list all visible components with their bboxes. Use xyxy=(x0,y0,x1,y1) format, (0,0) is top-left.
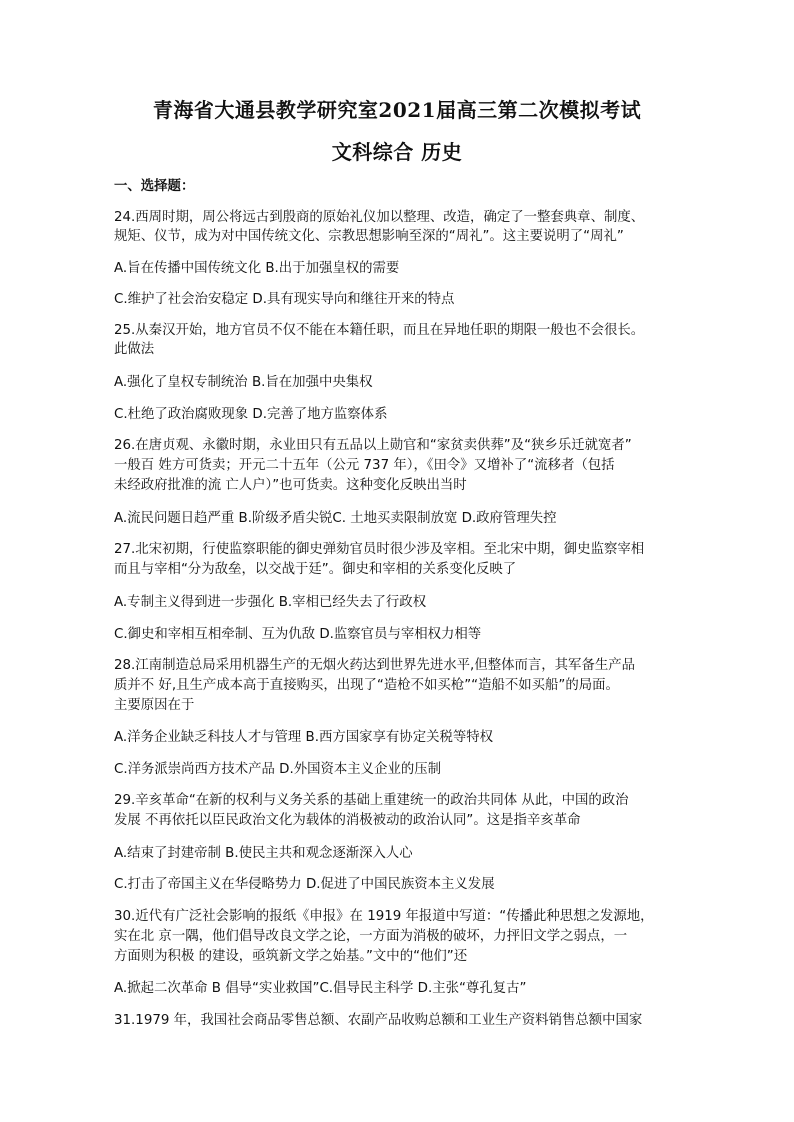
question-25-options-line-1: A.强化了皇权专制统治 B.旨在加强中央集权 xyxy=(114,375,373,390)
question-29-stem-line-1: 29.辛亥革命“在新的权利与义务关系的基础上重建统一的政治共同体 从此，中国的政治 xyxy=(114,793,629,808)
exam-title: 青海省大通县教学研究室2021届高三第二次模拟考试 xyxy=(152,98,642,122)
question-24-stem-line-1: 24.西周时期，周公将远古到殷商的原始礼仪加以整理、改造，确定了一整套典章、制度、 xyxy=(114,210,645,225)
section-heading: 一、选择题： xyxy=(114,179,195,194)
question-29-options-line-1: A.结束了封建帝制 B.使民主共和观念逐渐深入人心 xyxy=(114,846,413,861)
question-28-options-line-1: A.洋务企业缺乏科技人才与管理 B.西方国家享有协定关税等特权 xyxy=(114,730,494,745)
question-30-stem-line-1: 30.近代有广泛社会影响的报纸《申报》在 1919 年报道中写道：“传播此种思想之发源地， xyxy=(114,909,654,924)
question-27-options-line-2: C.御史和宰相互相牵制、互为仇敌 D.监察官员与宰相权力相等 xyxy=(114,627,482,642)
question-27-stem-line-1: 27.北宋初期，行使监察职能的御史弹劾官员时很少涉及宰相。至北宋中期，御史监察宰相 xyxy=(114,542,645,557)
question-27-stem-line-2: 而且与宰相“分为敌垒，以交战于廷”。御史和宰相的关系变化反映了 xyxy=(114,562,517,577)
question-25-stem-line-1: 25.从秦汉开始，地方官员不仅不能在本籍任职，而且在异地任职的期限一般也不会很长。 xyxy=(114,323,645,338)
question-28-options-line-2: C.洋务派崇尚西方技术产品 D.外国资本主义企业的压制 xyxy=(114,762,442,777)
question-26-options-line-1: A.流民问题日趋严重 B.阶级矛盾尖锐C. 土地买卖限制放宽 D.政府管理失控 xyxy=(114,511,557,526)
question-30-options-line-1: A.掀起二次革命 B 倡导“实业救国”C.倡导民主科学 D.主张“尊孔复古” xyxy=(114,981,527,996)
question-29-options-line-2: C.打击了帝国主义在华侵略势力 D.促进了中国民族资本主义发展 xyxy=(114,877,495,892)
question-26-stem-line-1: 26.在唐贞观、永徽时期，永业田只有五品以上勋官和“家贫卖供葬”及“狭乡乐迁就宽者” xyxy=(114,438,632,453)
question-27-options-line-1: A.专制主义得到进一步强化 B.宰相已经失去了行政权 xyxy=(114,595,427,610)
exam-subtitle: 文科综合 历史 xyxy=(331,140,463,164)
question-26-stem-line-2: 一般百 姓方可货卖；开元二十五年（公元 737 年），《田令》又增补了“流移者（包括 xyxy=(114,458,615,473)
question-31-stem-line-1: 31.1979 年，我国社会商品零售总额、农副产品收购总额和工业生产资料销售总额中国家 xyxy=(114,1013,643,1028)
question-30-stem-line-3: 方面则为积极 的建设，亟筑新文学之始基。”文中的“他们”还 xyxy=(114,949,468,964)
question-26-stem-line-3: 未经政府批准的流 亡人户）”也可货卖。这种变化反映出当时 xyxy=(114,478,467,493)
question-30-stem-line-2: 实在北 京一隅，他们倡导改良文学之论，一方面为消极的破坏，力抨旧文学之弱点，一 xyxy=(114,929,628,944)
question-24-options-line-1: A.旨在传播中国传统文化 B.出于加强皇权的需要 xyxy=(114,261,400,276)
question-29-stem-line-2: 发展 不再依托以臣民政治文化为载体的消极被动的政治认同”。这是指辛亥革命 xyxy=(114,813,581,828)
question-28-stem-line-1: 28.江南制造总局采用机器生产的无烟火药达到世界先进水平,但整体而言，其军备生产品 xyxy=(114,658,636,673)
question-24-stem-line-2: 规矩、仪节，成为对中国传统文化、宗教思想影响至深的“周礼”。这主要说明了“周礼” xyxy=(114,229,624,244)
question-28-stem-line-3: 主要原因在于 xyxy=(114,698,195,713)
question-24-options-line-2: C.维护了社会治安稳定 D.具有现实导向和继往开来的特点 xyxy=(114,292,455,307)
question-25-options-line-2: C.杜绝了政治腐败现象 D.完善了地方监察体系 xyxy=(114,407,388,422)
question-28-stem-line-2: 质并不 好,且生产成本高于直接购买，出现了“造枪不如买枪”“造船不如买船”的局面。 xyxy=(114,678,619,693)
question-25-stem-line-2: 此做法 xyxy=(114,342,155,357)
